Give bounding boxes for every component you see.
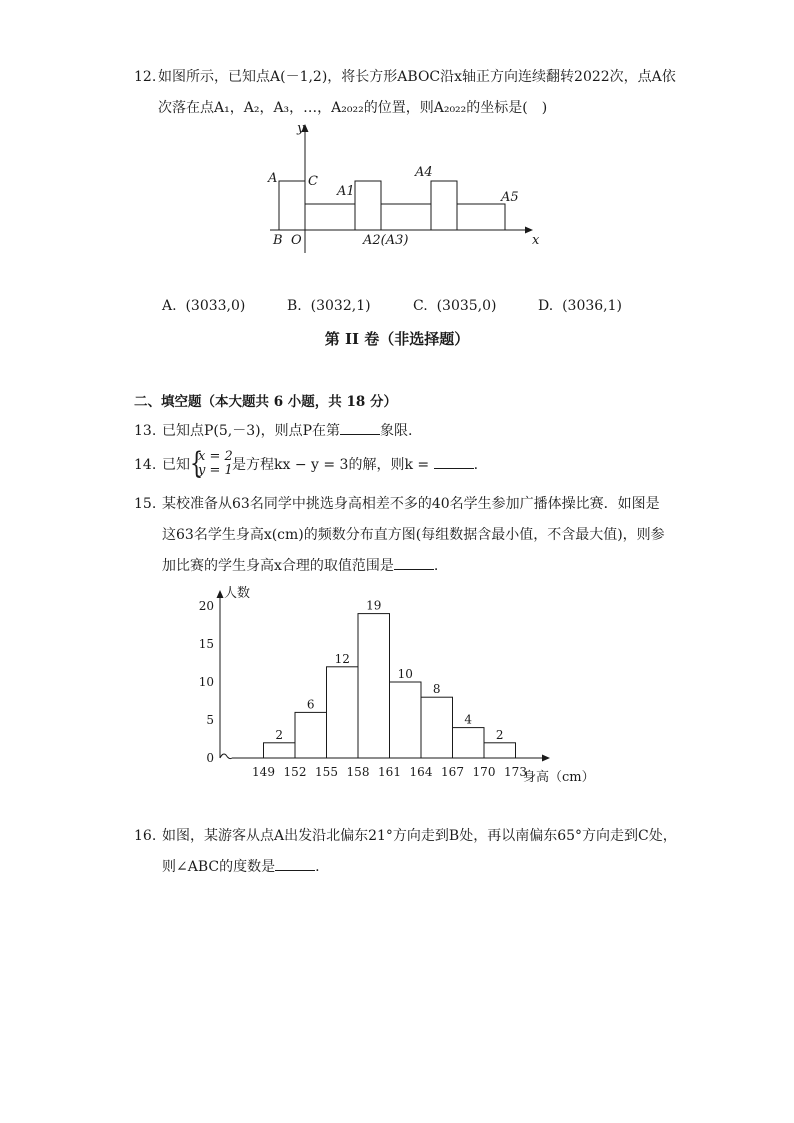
hist-y-tick: 15 [198,637,214,651]
hist-y-tick: 5 [206,713,214,727]
hist-bar [264,743,296,758]
rect-1 [305,204,355,230]
q12-text-line2: 次落在点A₁，A₂，A₃，…，A₂₀₂₂的位置，则A₂₀₂₂的坐标是( ) [158,100,548,116]
hist-x-tick: 167 [441,765,464,779]
hist-x-arrow [542,755,550,762]
hist-bar-label: 19 [366,598,382,613]
q12-option-c[interactable]: C. (3035,0) [413,298,497,314]
hist-bar-label: 10 [397,667,413,681]
q16-text-line1: 如图，某游客从点A出发沿北偏东21°方向走到B处，再以南偏东65°方向走到C处， [162,828,677,844]
q12-text-line1: 如图所示，已知点A(－1,2)，将长方形ABOC沿x轴正方向连续翻转2022次，点A依 [158,69,676,85]
hist-axis-break [220,754,232,759]
hist-x-tick: 161 [378,765,401,779]
q15-text-line2: 这63名学生身高x(cm)的频数分布直方图(每组数据含最小值，不含最大值)，则参 [162,527,665,543]
q13-number: 13. [134,423,157,439]
hist-x-tick: 158 [346,765,370,779]
hist-y-tick: 0 [206,751,214,765]
hist-y-tick: 20 [198,599,214,613]
label-B: B [273,233,283,248]
hist-x-tick: 149 [252,765,275,779]
q13-text: 已知点P(5,－3)，则点P在第 象限. [162,423,413,439]
label-O: O [291,233,302,248]
q14-answer-blank[interactable] [434,468,474,469]
label-C: C [308,174,318,189]
q12-option-d[interactable]: D. (3036,1) [538,298,623,314]
label-A4: A4 [415,165,433,180]
q12-option-b[interactable]: B. (3032,1) [287,298,371,314]
q15-histogram [190,580,610,790]
hist-x-tick: 155 [315,765,338,779]
label-y: y [297,121,305,136]
hist-x-tick: 170 [472,765,496,779]
q14-brace: { [189,446,204,481]
section-2-heading: 二、填空题（本大题共 6 小题，共 18 分） [134,394,397,410]
hist-bar [390,682,422,758]
hist-bar [327,667,359,758]
hist-bar [295,712,327,758]
q13-answer-blank[interactable] [340,434,380,435]
q15-number: 15. [134,496,157,512]
hist-y-arrow [217,590,224,598]
rect-ABOC [279,181,305,230]
hist-bar-label: 12 [334,651,350,666]
q14-number: 14. [134,457,157,473]
label-A2-A3: A2(A3) [363,233,409,248]
hist-x-tick: 152 [283,765,307,779]
hist-x-tick: 164 [409,765,433,779]
hist-bar-label: 8 [432,682,441,697]
rect-2 [355,181,381,230]
rect-4 [431,181,457,230]
q12-option-a[interactable]: A. (3033,0) [162,298,246,314]
hist-bar-label: 6 [306,697,315,712]
label-x: x [532,233,540,248]
q14-eq1: x = 2 [198,449,233,464]
hist-y-tick: 10 [198,675,214,689]
q15-answer-blank[interactable] [394,569,434,570]
rect-5 [457,204,505,230]
q14-eq2: y = 1 [198,463,233,478]
hist-y-label: 人数 [224,586,251,601]
q15-text-line1: 某校准备从63名同学中挑选身高相差不多的40名学生参加广播体操比赛．如图是 [162,496,660,512]
q14-prefix: 已知 [162,457,190,473]
hist-bar [358,614,390,758]
part-ii-title: 第 II 卷（非选择题） [324,330,470,348]
hist-bar [421,697,453,758]
q16-text-line2: 则∠ABC的度数是 . [162,859,320,875]
hist-x-label: 身高（cm） [523,770,595,785]
hist-bar-label: 2 [275,727,284,742]
hist-bar [484,743,516,758]
q16-answer-blank[interactable] [275,870,315,871]
hist-bar-label: 4 [464,712,473,727]
rect-3 [381,204,431,230]
hist-bar [453,728,485,758]
hist-x-tick: 173 [504,765,527,779]
q12-number: 12. [134,69,157,85]
hist-bar-label: 2 [495,727,504,742]
q12-figure [255,118,555,258]
q14-text: 是方程kx − y = 3的解，则k = . [232,457,479,473]
label-A1: A1 [337,184,355,199]
label-A5: A5 [501,190,519,205]
q15-text-line3: 加比赛的学生身高x合理的取值范围是 . [162,558,439,574]
label-A: A [268,171,278,186]
q16-number: 16. [134,828,157,844]
